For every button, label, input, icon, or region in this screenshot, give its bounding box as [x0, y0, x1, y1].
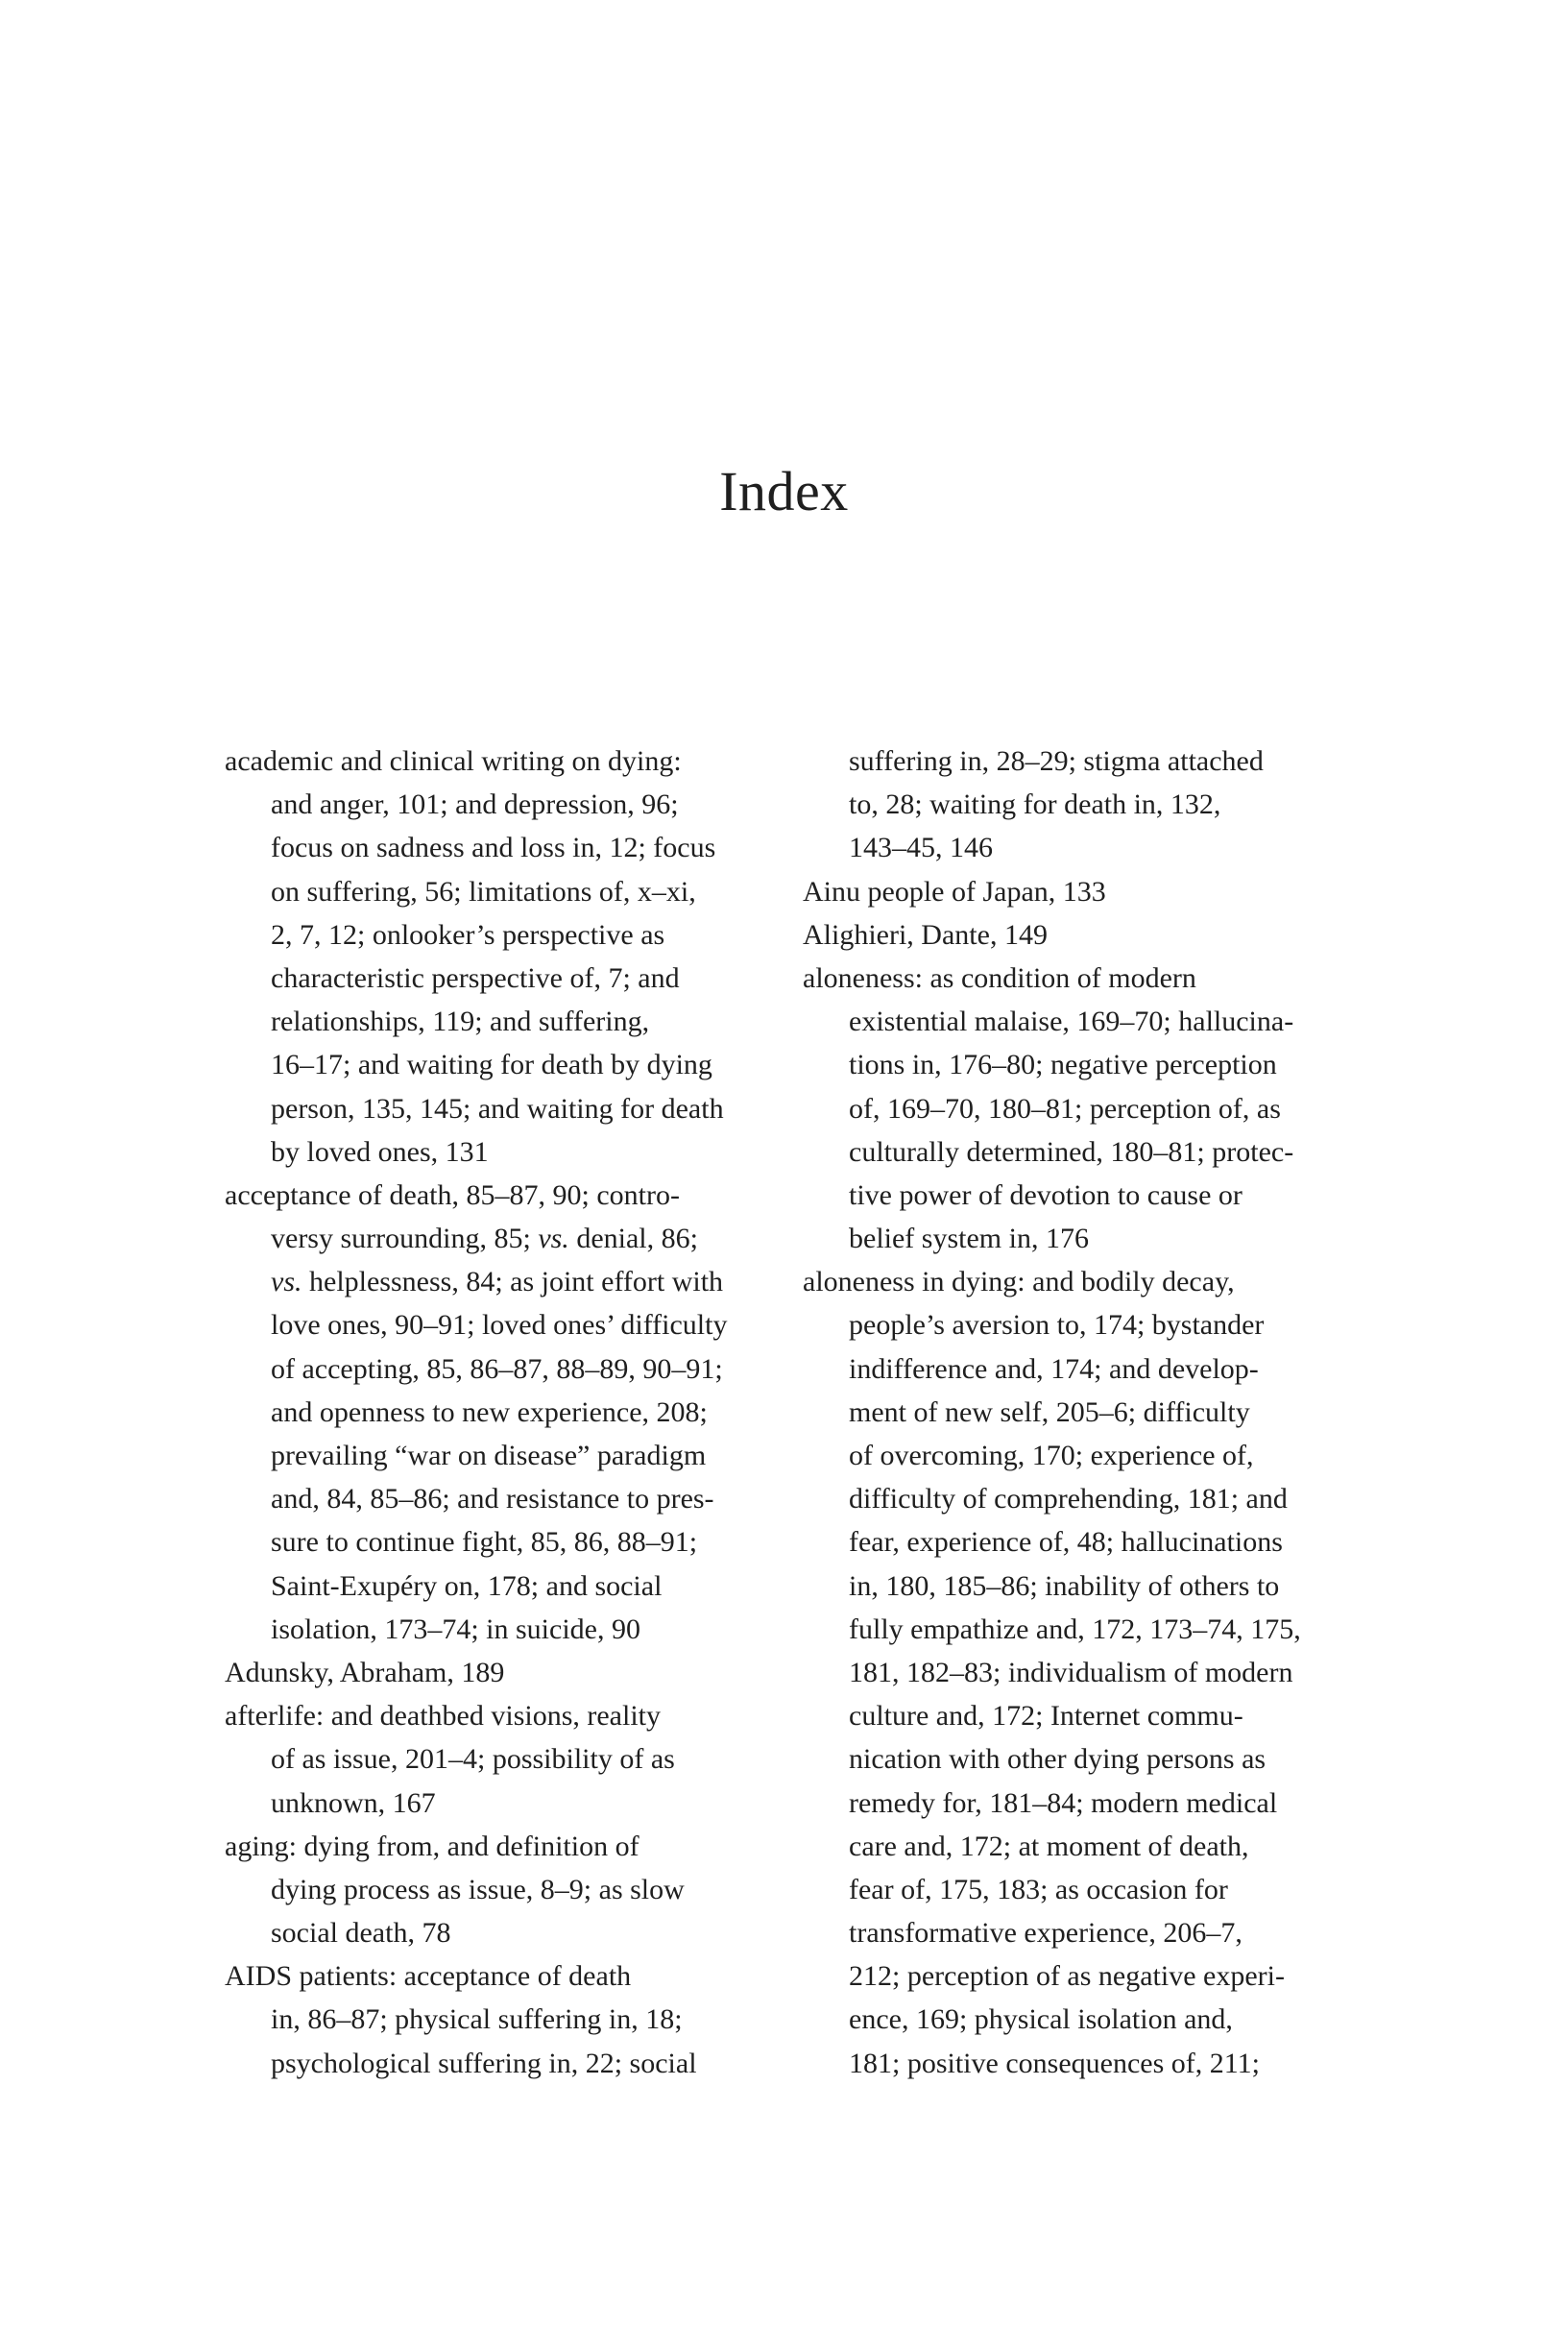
index-subentry-line: of as issue, 201–4; possibility of as [271, 1743, 675, 1776]
index-entry-line: Alighieri, Dante, 149 [803, 918, 1048, 951]
index-subentry-line: culture and, 172; Internet commu- [849, 1700, 1243, 1733]
index-subentry-line: ment of new self, 205–6; difficulty [849, 1395, 1250, 1428]
index-entry-line: AIDS patients: acceptance of death [225, 1960, 632, 1993]
index-subentry-line: by loved ones, 131 [271, 1135, 489, 1168]
index-subentry-line: social death, 78 [271, 1917, 451, 1950]
index-subentry-line: dying process as issue, 8–9; as slow [271, 1873, 685, 1905]
index-subentry-line: fully empathize and, 172, 173–74, 175, [849, 1612, 1301, 1645]
index-subentry-line: isolation, 173–74; in suicide, 90 [271, 1612, 640, 1645]
index-subentry-line: sure to continue fight, 85, 86, 88–91; [271, 1526, 698, 1559]
index-subentry-line: indifference and, 174; and develop- [849, 1352, 1259, 1385]
index-subentry-line: 2, 7, 12; onlooker’s perspective as [271, 918, 665, 951]
index-entry-line: acceptance of death, 85–87, 90; contro- [225, 1178, 680, 1211]
index-subentry-line: transformative experience, 206–7, [849, 1917, 1242, 1950]
index-column-left [225, 740, 772, 2085]
index-subentry-line: in, 180, 185–86; inability of others to [849, 1569, 1280, 1602]
index-subentry-line: 181, 182–83; individualism of modern [849, 1656, 1293, 1688]
index-subentry-line: 181; positive consequences of, 211; [849, 2047, 1260, 2079]
index-subentry-line: remedy for, 181–84; modern medical [849, 1786, 1278, 1819]
index-subentry-line: 212; perception of as negative experi- [849, 1960, 1285, 1993]
index-subentry-line: characteristic perspective of, 7; and [271, 961, 680, 994]
index-subentry-line: unknown, 167 [271, 1786, 436, 1819]
index-subentry-line: 16–17; and waiting for death by dying [271, 1049, 712, 1081]
index-subentry-line: existential malaise, 169–70; hallucina- [849, 1006, 1294, 1038]
index-subentry-line: suffering in, 28–29; stigma attached [849, 745, 1264, 777]
index-subentry-line: ence, 169; physical isolation and, [849, 2003, 1233, 2036]
index-subentry-line: nication with other dying persons as [849, 1743, 1266, 1776]
index-subentry-line: care and, 172; at moment of death, [849, 1830, 1249, 1862]
index-subentry-line: relationships, 119; and suffering, [271, 1006, 650, 1038]
index-subentry-line: 143–45, 146 [849, 832, 993, 864]
index-subentry-line: on suffering, 56; limitations of, x–xi, [271, 875, 696, 908]
index-subentry-line: in, 86–87; physical suffering in, 18; [271, 2003, 683, 2036]
index-subentry-line: focus on sadness and loss in, 12; focus [271, 832, 716, 864]
index-subentry-line: tive power of devotion to cause or [849, 1178, 1242, 1211]
index-subentry-line: belief system in, 176 [849, 1223, 1089, 1255]
index-subentry-line: of, 169–70, 180–81; perception of, as [849, 1092, 1281, 1125]
index-subentry-line: prevailing “war on disease” paradigm [271, 1440, 707, 1471]
index-subentry-line: people’s aversion to, 174; bystander [849, 1309, 1265, 1342]
index-subentry-line: and anger, 101; and depression, 96; [271, 788, 679, 821]
index-subentry-line: culturally determined, 180–81; protec- [849, 1135, 1294, 1168]
index-subentry-line: fear, experience of, 48; hallucinations [849, 1526, 1283, 1559]
index-subentry-line: tions in, 176–80; negative perception [849, 1049, 1277, 1081]
index-subentry-line: psychological suffering in, 22; social [271, 2047, 697, 2079]
index-column-right [803, 740, 1345, 2085]
index-subentry-line: Saint-Exupéry on, 178; and social [271, 1569, 663, 1602]
index-subentry-line: person, 135, 145; and waiting for death [271, 1092, 724, 1125]
index-entry-line: afterlife: and deathbed visions, reality [225, 1700, 661, 1733]
index-subentry-line: love ones, 90–91; loved ones’ difficulty [271, 1309, 728, 1342]
index-subentry-line: versy surrounding, 85; vs. denial, 86; [271, 1223, 698, 1255]
page-title: Index [719, 460, 849, 522]
index-subentry-line: fear of, 175, 183; as occasion for [849, 1873, 1228, 1905]
index-subentry-line: vs. helplessness, 84; as joint effort with [271, 1266, 724, 1298]
index-entry-line: Adunsky, Abraham, 189 [225, 1656, 505, 1688]
index-entry-line: aloneness: as condition of modern [803, 961, 1196, 994]
index-subentry-line: and openness to new experience, 208; [271, 1395, 708, 1428]
index-entry-line: aloneness in dying: and bodily decay, [803, 1266, 1235, 1298]
index-subentry-line: of accepting, 85, 86–87, 88–89, 90–91; [271, 1352, 723, 1385]
index-entry-line: Ainu people of Japan, 133 [803, 875, 1106, 908]
index-entry-line: aging: dying from, and definition of [225, 1830, 639, 1862]
index-subentry-line: and, 84, 85–86; and resistance to pres- [271, 1483, 714, 1515]
index-entry-line: academic and clinical writing on dying: [225, 745, 682, 777]
index-subentry-line: difficulty of comprehending, 181; and [849, 1483, 1288, 1515]
index-subentry-line: to, 28; waiting for death in, 132, [849, 788, 1221, 821]
index-subentry-line: of overcoming, 170; experience of, [849, 1440, 1254, 1471]
